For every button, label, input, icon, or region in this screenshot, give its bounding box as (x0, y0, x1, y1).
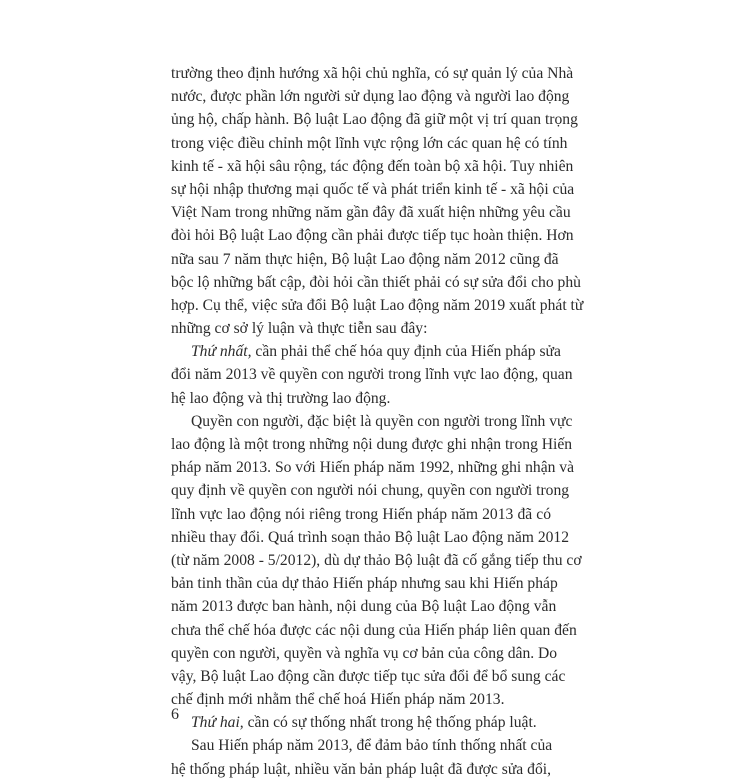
text-line: bộc lộ những bất cập, đòi hỏi cần thiết phải có sự sửa đổi cho phù (171, 273, 581, 291)
text-line: nhiều thay đổi. Quá trình soạn thảo Bộ luật Lao động năm 2012 (171, 528, 570, 546)
text-line: trường theo định hướng xã hội chủ nghĩa, có sự quản lý của Nhà (171, 65, 574, 82)
italic-lead: Thứ nhất, (191, 343, 252, 361)
text-line: Sau Hiến pháp năm 2013, để đảm bảo tính thống nhất của (191, 737, 553, 755)
text-line: quy định về quyền con người nói chung, quyền con người trong (171, 482, 570, 500)
text-line: Quyền con người, đặc biệt là quyền con người trong lĩnh vực (191, 412, 573, 430)
text-line: hệ thống pháp luật, nhiều văn bản pháp luật đã được sửa đổi, (171, 760, 551, 778)
text-line: lĩnh vực lao động nói riêng trong Hiến pháp năm 2013 đã có (171, 505, 551, 523)
text-line: chế định mới nhằm thể chế hoá Hiến pháp năm 2013. (171, 691, 505, 709)
text-line: hợp. Cụ thể, việc sửa đổi Bộ luật Lao động năm 2019 xuất phát từ (171, 296, 584, 314)
text-line: đổi năm 2013 về quyền con người trong lĩnh vực lao động, quan (171, 366, 573, 384)
text-line: bản tinh thần của dự thảo Hiến pháp nhưng sau khi Hiến pháp (171, 575, 558, 593)
text-line: những cơ sở lý luận và thực tiễn sau đây: (171, 320, 428, 338)
text-line: pháp năm 2013. So với Hiến pháp năm 1992, những ghi nhận và (171, 459, 575, 477)
text-line: kinh tế - xã hội sâu rộng, tác động đến toàn bộ xã hội. Tuy nhiên (171, 157, 574, 175)
page-number: 6 (171, 706, 179, 723)
text-line: nước, được phần lớn người sử dụng lao động và người lao động (171, 88, 570, 106)
text-line: vậy, Bộ luật Lao động cần được tiếp tục sửa đổi để bổ sung các (171, 667, 566, 685)
text-line (171, 711, 551, 734)
text-line (171, 340, 561, 363)
italic-lead: Thứ hai, (191, 714, 244, 732)
body-text (171, 62, 584, 781)
text-line: quyền con người, quyền và nghĩa vụ cơ bản của công dân. Do (171, 644, 558, 662)
text-line: trong việc điều chỉnh một lĩnh vực rộng lớn các quan hệ có tính (171, 134, 568, 152)
text-fragment: cần có sự thống nhất trong hệ thống pháp luật. (243, 714, 537, 732)
text-line: sự hội nhập thương mại quốc tế và phát triển kinh tế - xã hội của (171, 180, 575, 198)
text-line: hệ lao động và thị trường lao động. (171, 389, 391, 407)
text-line: (từ năm 2008 - 5/2012), dù dự thảo Bộ luật đã cố gắng tiếp thu cơ (171, 551, 582, 569)
text-line: chưa thể chế hóa được các nội dung của Hiến pháp liên quan đến (171, 621, 577, 639)
text-line: đòi hỏi Bộ luật Lao động cần phải được tiếp tục hoàn thiện. Hơn (171, 227, 574, 245)
text-line: năm 2013 được ban hành, nội dung của Bộ luật Lao động vẫn (171, 598, 557, 616)
text-fragment: cần phải thể chế hóa quy định của Hiến pháp sửa (251, 343, 561, 361)
text-line: nữa sau 7 năm thực hiện, Bộ luật Lao động năm 2012 cũng đã (171, 250, 559, 268)
text-line: Việt Nam trong những năm gần đây đã xuất hiện những yêu cầu (171, 204, 571, 222)
text-line: ủng hộ, chấp hành. Bộ luật Lao động đã giữ một vị trí quan trọng (171, 111, 578, 129)
text-line: lao động là một trong những nội dung được ghi nhận trong Hiến (171, 436, 573, 453)
